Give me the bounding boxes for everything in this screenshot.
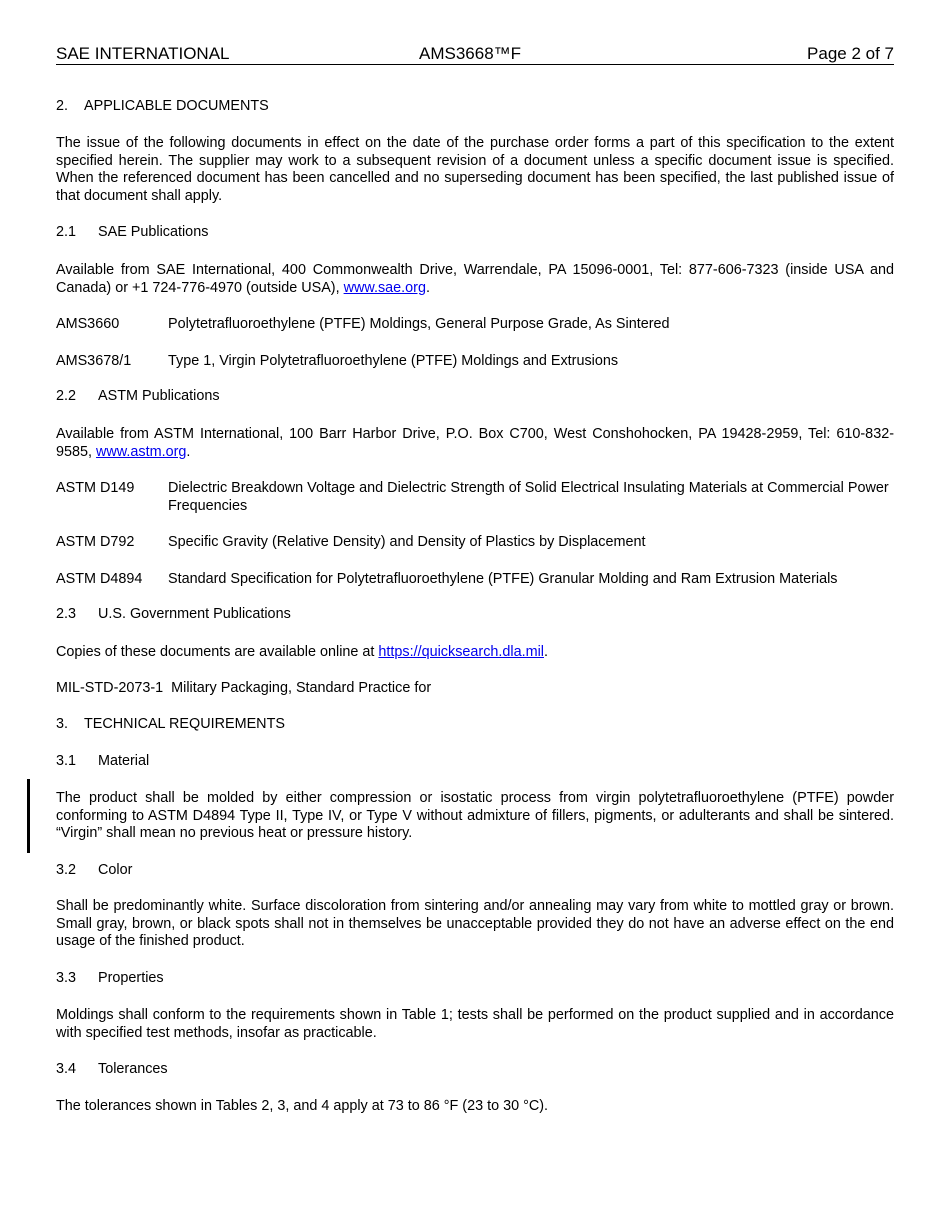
section-3-3-heading: [56, 970, 894, 988]
section-2-1-availability: Available from SAE International, 400 Commonwealth Drive, Warrendale, PA 15096-0001, Tel: 877-606-7323 (inside USA and Canada) or +1 724-776-4970 (outside USA), www.sae.org.: [56, 262, 894, 296]
reference-code: ASTM D4894: [56, 571, 143, 587]
reference-item: [56, 571, 894, 589]
section-3-1-heading: [56, 753, 894, 771]
section-2-intro: The issue of the following documents in effect on the date of the purchase order forms a part of this specification to the extent specified herein. The supplier may work to a subsequent revision of a document unless a specific document issue is specified. When the referenced document has been cancelled and no superseding document has been specified, the last published issue of that document shall apply.: [56, 135, 894, 204]
reference-description: Standard Specification for Polytetrafluoroethylene (PTFE) Granular Molding and Ram Extrusion Materials: [168, 571, 838, 587]
section-2-2-heading: [56, 388, 894, 406]
reference-code: ASTM D792: [56, 534, 135, 550]
section-number: 3.4: [56, 1061, 77, 1077]
reference-item: [56, 680, 894, 698]
reference-description: Dielectric Breakdown Voltage and Dielectric Strength of Solid Electrical Insulating Materials at Commercial Power Frequencies: [168, 480, 889, 514]
section-title: SAE Publications: [98, 224, 209, 240]
section-title: Tolerances: [98, 1061, 168, 1077]
reference-description: Specific Gravity (Relative Density) and Density of Plastics by Displacement: [168, 534, 646, 550]
section-number: 2.2: [56, 388, 77, 404]
section-2-3-availability: Copies of these documents are available online at https://quicksearch.dla.mil.: [56, 644, 548, 660]
section-title: ASTM Publications: [98, 388, 220, 404]
availability-text: Available from ASTM International, 100 Barr Harbor Drive, P.O. Box C700, West Conshohocken, PA 19428-2959, Tel: 610-832-9585,: [56, 426, 894, 460]
section-number: 3.: [56, 716, 69, 732]
header-page-number: Page 2 of 7: [807, 44, 894, 63]
quicksearch-link[interactable]: https://quicksearch.dla.mil: [378, 644, 544, 660]
section-title: TECHNICAL REQUIREMENTS: [84, 716, 285, 732]
reference-item: [56, 480, 894, 515]
reference-code: AMS3660: [56, 316, 120, 332]
reference-code: ASTM D149: [56, 480, 135, 496]
reference-item: [56, 353, 894, 371]
reference-item: [56, 316, 894, 334]
section-number: 2.1: [56, 224, 77, 240]
section-2-2-availability: Available from ASTM International, 100 Barr Harbor Drive, P.O. Box C700, West Conshohocken, PA 19428-2959, Tel: 610-832-9585, www.astm.org.: [56, 426, 894, 460]
header-doc-number: AMS3668™F: [419, 44, 522, 63]
section-title: Properties: [98, 970, 164, 986]
reference-description: Military Packaging, Standard Practice for: [171, 680, 432, 696]
section-number: 2.3: [56, 606, 77, 622]
section-2-3-heading: [56, 606, 894, 624]
section-2-1-heading: [56, 224, 894, 242]
revision-bar: [27, 779, 30, 853]
section-title: APPLICABLE DOCUMENTS: [84, 98, 269, 114]
section-3-heading: [56, 716, 894, 734]
header-org: SAE INTERNATIONAL: [56, 44, 230, 63]
section-title: U.S. Government Publications: [98, 606, 291, 622]
section-3-3-body: Moldings shall conform to the requirements shown in Table 1; tests shall be performed on the product supplied and in accordance with specified test methods, insofar as practicable.: [56, 1007, 894, 1041]
astm-website-link[interactable]: www.astm.org: [96, 443, 187, 460]
section-3-1-body: The product shall be molded by either compression or isostatic process from virgin polytetrafluoroethylene (PTFE) powder conforming to ASTM D4894 Type II, Type IV, or Type V without admixture of fillers, pigments, or adulterants and shall be sintered. “Virgin” shall mean no previous heat or pressure history.: [56, 790, 894, 842]
section-3-2-heading: [56, 862, 894, 880]
section-title: Material: [98, 753, 150, 769]
section-number: 3.1: [56, 753, 77, 769]
section-number: 3.3: [56, 970, 77, 986]
section-3-4-body: The tolerances shown in Tables 2, 3, and 4 apply at 73 to 86 °F (23 to 30 °C).: [56, 1098, 549, 1114]
reference-description: Type 1, Virgin Polytetrafluoroethylene (PTFE) Moldings and Extrusions: [168, 353, 619, 369]
reference-code: AMS3678/1: [56, 353, 132, 369]
reference-description: Polytetrafluoroethylene (PTFE) Moldings, General Purpose Grade, As Sintered: [168, 316, 670, 332]
availability-text: Available from SAE International, 400 Commonwealth Drive, Warrendale, PA 15096-0001, Tel: 877-606-7323 (inside USA and Canada) or +1 724-776-4970 (outside USA),: [56, 262, 894, 296]
section-number: 2.: [56, 98, 69, 114]
page-header: [56, 44, 894, 65]
availability-text: Copies of these documents are available online at: [56, 644, 379, 660]
section-title: Color: [98, 862, 133, 878]
reference-code: MIL-STD-2073-1: [56, 680, 164, 696]
reference-item: [56, 534, 894, 552]
section-3-2-body: Shall be predominantly white. Surface discoloration from sintering and/or annealing may vary from white to mottled gray or brown. Small gray, brown, or black spots shall not in themselves be unacceptable provided they do not have an adverse effect on the end usage of the finished product.: [56, 898, 894, 950]
section-number: 3.2: [56, 862, 77, 878]
section-3-4-heading: [56, 1061, 894, 1079]
sae-website-link[interactable]: www.sae.org: [343, 279, 426, 296]
section-2-heading: [56, 98, 894, 116]
